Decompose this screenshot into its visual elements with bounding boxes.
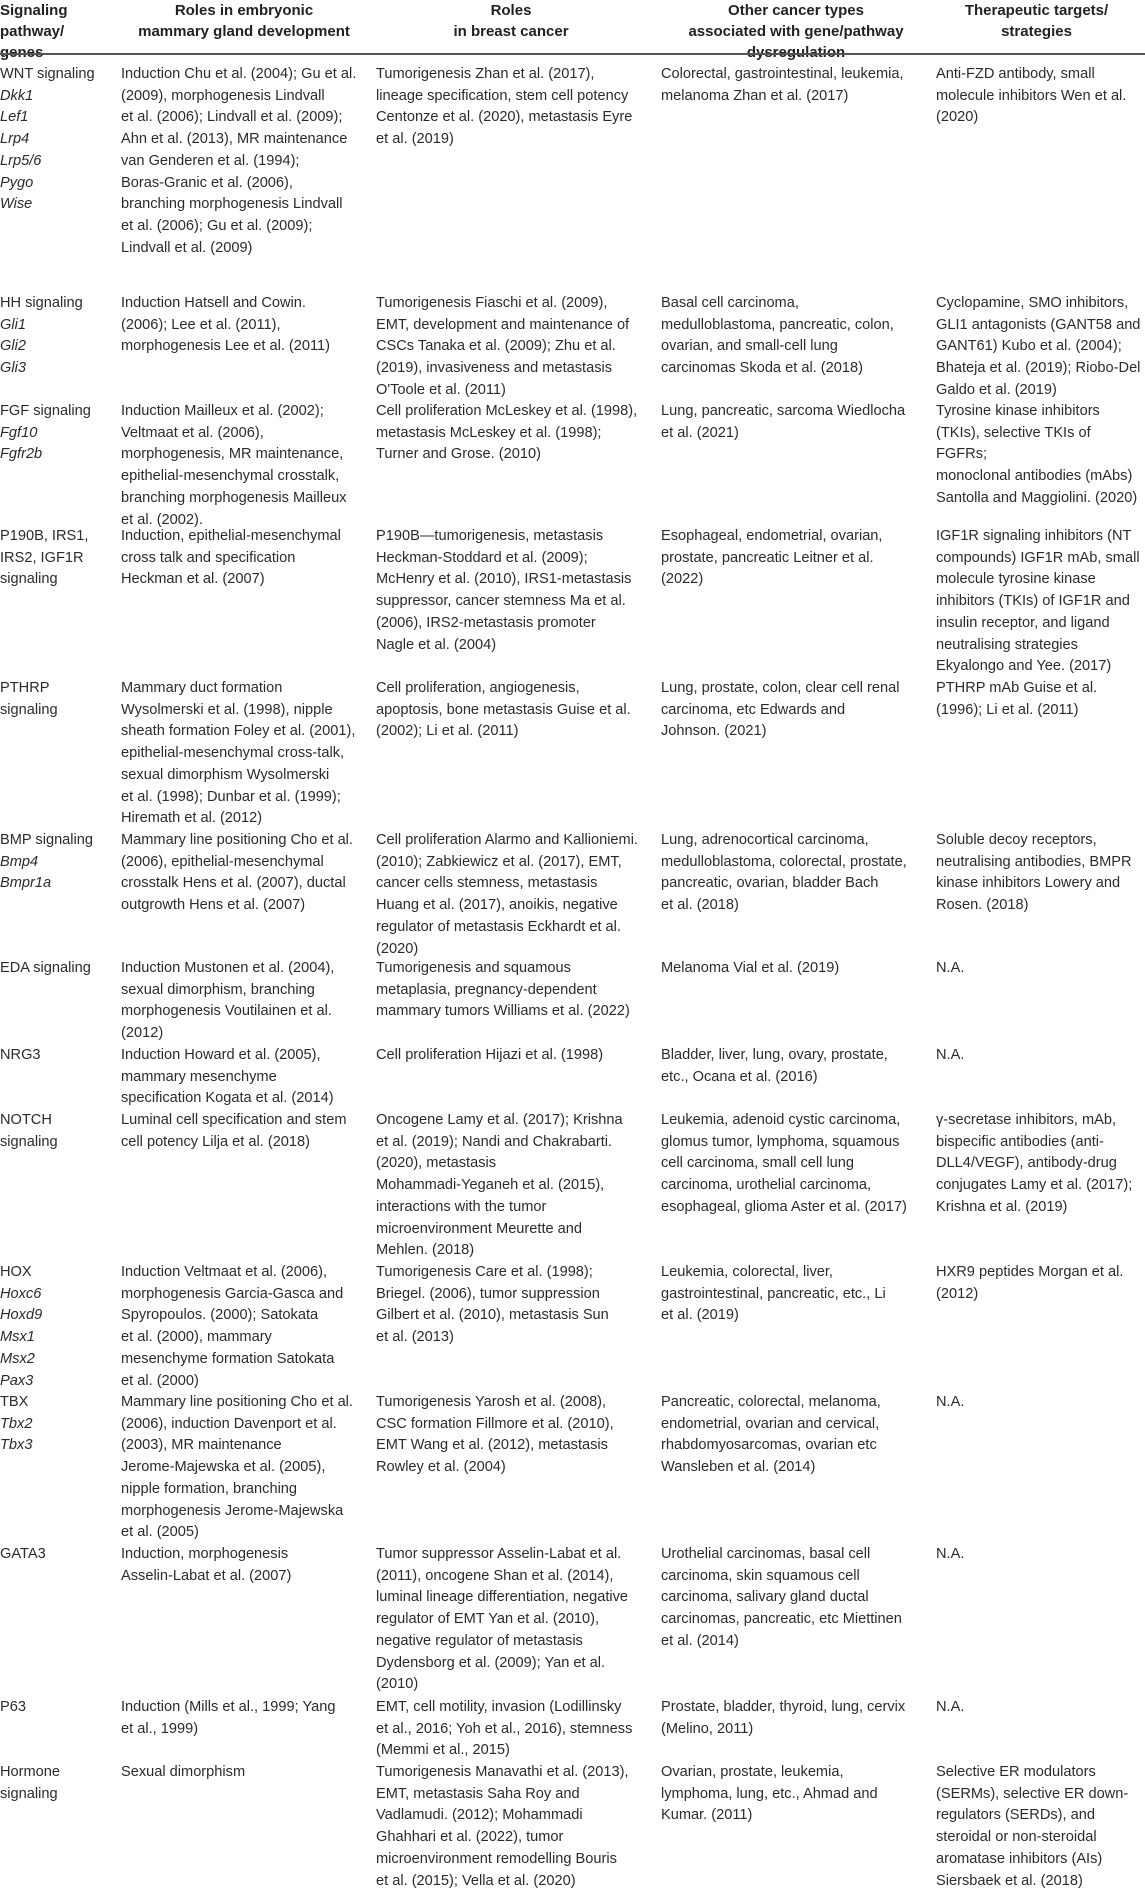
cell-other-cancers: Prostate, bladder, thyroid, lung, cervix (Melino, 2011): [661, 1699, 906, 1737]
cell-therapy: Cyclopamine, SMO inhibitors, GLI1 antagonists (GANT58 and GANT61) Kubo et al. (2004); Bhateja et al. (2019); Riobo-Del Galdo et al. (2019): [936, 295, 1141, 398]
pathway-name: TBX: [0, 1394, 29, 1410]
cell-breast-cancer: Tumorigenesis Manavathi et al. (2013), EMT, metastasis Saha Roy and Vadlamudi. (2012); Mohammadi Ghahhari et al. (2022), tumor microenvironment remodelling Bouris et al. (2015); Vella et al. (2020): [376, 1764, 629, 1889]
gene-list: Fgf10 Fgfr2b: [0, 424, 43, 463]
cell-other-cancers: Pancreatic, colorectal, melanoma, endometrial, ovarian and cervical, rhabdomyosarcomas, ovarian etc Wansleben et al. (2014): [661, 1394, 881, 1476]
pathway-name: NRG3: [0, 1047, 41, 1063]
cell-development: Induction Chu et al. (2004); Gu et al. (2009), morphogenesis Lindvall et al. (2006); Lindvall et al. (2009); Ahn et al. (2013), MR maintenance van Genderen et al. (1994); Boras-Granic et al. (2006), branching morphogenesis Lindvall et al. (2006); Gu et al. (2009); Lindvall et al. (2009): [121, 66, 357, 256]
cell-pathway: [0, 1697, 118, 1719]
cell-pathway: [0, 830, 118, 895]
cell-pathway: [0, 1762, 118, 1805]
cell-therapy: Soluble decoy receptors, neutralising antibodies, BMPR kinase inhibitors Lowery and Rosen. (2018): [936, 832, 1132, 914]
cell-therapy: N.A.: [936, 1394, 965, 1410]
cell-therapy: Tyrosine kinase inhibitors (TKIs), selective TKIs of FGFRs; monoclonal antibodies (mAbs) Santolla and Maggiolini. (2020): [936, 403, 1138, 506]
gene-list: Tbx2 Tbx3: [0, 1415, 33, 1454]
cell-development: Luminal cell specification and stem cell potency Lilja et al. (2018): [121, 1112, 347, 1150]
cell-therapy: HXR9 peptides Morgan et al. (2012): [936, 1264, 1124, 1302]
cell-breast-cancer: Oncogene Lamy et al. (2017); Krishna et al. (2019); Nandi and Chakrabarti. (2020), metastasis Mohammadi-Yeganeh et al. (2015), interactions with the tumor microenvironment Meurette and Mehlen. (2018): [376, 1112, 623, 1259]
cell-pathway: [0, 293, 118, 380]
cell-other-cancers: Urothelial carcinomas, basal cell carcinoma, skin squamous cell carcinoma, salivary gland ductal carcinomas, pancreatic, etc Miettinen et al. (2014): [661, 1546, 902, 1649]
table-header: [0, 0, 1145, 50]
cell-therapy: IGF1R signaling inhibitors (NT compounds) IGF1R mAb, small molecule tyrosine kinase inhibitors (TKIs) of IGF1R and insulin receptor, and ligand neutralising strategies Ekyalongo and Yee. (2017): [936, 528, 1140, 675]
cell-development: Induction, morphogenesis Asselin-Labat et al. (2007): [121, 1546, 292, 1584]
cell-breast-cancer: Tumorigenesis Yarosh et al. (2008), CSC formation Fillmore et al. (2010), EMT Wang et al. (2012), metastasis Rowley et al. (2004): [376, 1394, 614, 1476]
cell-development: Mammary duct formation Wysolmerski et al. (1998), nipple sheath formation Foley et al. (2001), epithelial-mesenchymal cross-talk, sexual dimorphism Wysolmerski et al. (1998); Dunbar et al. (1999); Hiremath et al. (2012): [121, 680, 356, 827]
cell-development: Induction Mustonen et al. (2004), sexual dimorphism, branching morphogenesis Voutilainen et al. (2012): [121, 960, 335, 1042]
pathway-name: GATA3: [0, 1546, 46, 1562]
cell-pathway: [0, 678, 118, 721]
cell-breast-cancer: Cell proliferation McLeskey et al. (1998), metastasis McLeskey et al. (1998); Turner and Grose. (2010): [376, 403, 638, 463]
cell-therapy: N.A.: [936, 1699, 965, 1715]
pathway-name: P63: [0, 1699, 26, 1715]
cell-pathway: [0, 64, 118, 216]
cell-breast-cancer: P190B—tumorigenesis, metastasis Heckman-Stoddard et al. (2009); McHenry et al. (2010), IRS1-metastasis suppressor, cancer stemness Ma et al. (2006), IRS2-metastasis promoter Nagle et al. (2004): [376, 528, 632, 653]
cell-other-cancers: Esophageal, endometrial, ovarian, prostate, pancreatic Leitner et al. (2022): [661, 528, 883, 588]
cell-other-cancers: Lung, adrenocortical carcinoma, medulloblastoma, colorectal, prostate, pancreatic, ovarian, bladder Bach et al. (2018): [661, 832, 907, 914]
cell-pathway: [0, 1262, 118, 1392]
pathway-name: Hormone signaling: [0, 1764, 61, 1802]
cell-development: Induction, epithelial-mesenchymal cross talk and specification Heckman et al. (2007): [121, 528, 341, 588]
header-breast-cancer: Roles in breast cancer: [453, 2, 569, 40]
pathway-name: P190B, IRS1, IRS2, IGF1R signaling: [0, 528, 89, 588]
cell-other-cancers: Colorectal, gastrointestinal, leukemia, melanoma Zhan et al. (2017): [661, 66, 904, 104]
gene-list: Hoxc6 Hoxd9 Msx1 Msx2 Pax3: [0, 1285, 43, 1389]
cell-other-cancers: Leukemia, adenoid cystic carcinoma, glomus tumor, lymphoma, squamous cell carcinoma, small cell lung carcinoma, urothelial carcinoma, esophageal, glioma Aster et al. (2017): [661, 1112, 907, 1215]
cell-other-cancers: Leukemia, colorectal, liver, gastrointestinal, pancreatic, etc., Li et al. (2019): [661, 1264, 886, 1324]
header-development: Roles in embryonic mammary gland development: [138, 2, 350, 40]
cell-development: Induction Veltmaat et al. (2006), morphogenesis Garcia-Gasca and Spyropoulos. (2000); Satokata et al. (2000), mammary mesenchyme formation Satokata et al. (2000): [121, 1264, 344, 1389]
cell-breast-cancer: Tumorigenesis Zhan et al. (2017), lineage specification, stem cell potency Centonze et al. (2020), metastasis Eyre et al. (2019): [376, 66, 633, 148]
cell-development: Induction Mailleux et al. (2002); Veltmaat et al. (2006), morphogenesis, MR maintenance, epithelial-mesenchymal crosstalk, branching morphogenesis Mailleux et al. (2002).: [121, 403, 347, 528]
pathway-name: FGF signaling: [0, 403, 91, 419]
cell-other-cancers: Lung, prostate, colon, clear cell renal carcinoma, etc Edwards and Johnson. (2021): [661, 680, 900, 740]
cell-development: Sexual dimorphism: [121, 1764, 246, 1780]
cell-development: Induction (Mills et al., 1999; Yang et al., 1999): [121, 1699, 336, 1737]
cell-pathway: [0, 1392, 118, 1457]
header-other-cancers: Other cancer types associated with gene/pathway: [688, 2, 904, 40]
gene-list: Dkk1 Lef1 Lrp4 Lrp5/6 Pygo Wise: [0, 87, 42, 213]
cell-pathway: [0, 401, 118, 466]
cell-pathway: [0, 526, 118, 591]
cell-breast-cancer: Cell proliferation, angiogenesis, apoptosis, bone metastasis Guise et al. (2002); Li et al. (2011): [376, 680, 631, 740]
cell-therapy: N.A.: [936, 1047, 965, 1063]
cell-other-cancers: Melanoma Vial et al. (2019): [661, 960, 840, 976]
cell-development: Induction Howard et al. (2005), mammary mesenchyme specification Kogata et al. (2014): [121, 1047, 334, 1107]
pathway-name: BMP signaling: [0, 832, 94, 848]
pathway-name: NOTCH signaling: [0, 1112, 58, 1150]
pathway-name: EDA signaling: [0, 960, 91, 976]
header-therapy: Therapeutic targets/ strategies: [964, 2, 1109, 40]
cell-therapy: Selective ER modulators (SERMs), selective ER down- regulators (SERDs), and steroidal or non-steroidal aromatase inhibitors (AIs) Siersbaek et al. (2018): [936, 1764, 1129, 1889]
header-divider: [0, 53, 1145, 55]
cell-breast-cancer: Cell proliferation Alarmo and Kallioniemi. (2010); Zabkiewicz et al. (2017), EMT, cancer cells stemness, metastasis Huang et al. (2017), anoikis, negative regulator of metastasis Eckhardt et al. (2020): [376, 832, 639, 957]
cell-other-cancers: Ovarian, prostate, leukemia, lymphoma, lung, etc., Ahmad and Kumar. (2011): [661, 1764, 878, 1824]
cell-development: Mammary line positioning Cho et al. (2006), epithelial-mesenchymal crosstalk Hens et al. (2007), ductal outgrowth Hens et al. (2007): [121, 832, 353, 914]
cell-therapy: PTHRP mAb Guise et al. (1996); Li et al. (2011): [936, 680, 1098, 718]
pathway-name: HOX: [0, 1264, 32, 1280]
cell-breast-cancer: Tumorigenesis and squamous metaplasia, pregnancy-dependent mammary tumors Williams et al. (2022): [376, 960, 630, 1020]
pathway-name: HH signaling: [0, 295, 83, 311]
cell-therapy: N.A.: [936, 960, 965, 976]
cell-breast-cancer: Tumorigenesis Fiaschi et al. (2009), EMT, development and maintenance of CSCs Tanaka et al. (2009); Zhu et al. (2019), invasiveness and metastasis O'Toole et al. (2011): [376, 295, 630, 398]
cell-other-cancers: Lung, pancreatic, sarcoma Wiedlocha et al. (2021): [661, 403, 906, 441]
cell-other-cancers: Basal cell carcinoma, medulloblastoma, pancreatic, colon, ovarian, and small-cell lung carcinomas Skoda et al. (2018): [661, 295, 894, 377]
cell-breast-cancer: Cell proliferation Hijazi et al. (1998): [376, 1047, 604, 1063]
pathway-name: PTHRP signaling: [0, 680, 58, 718]
cell-pathway: [0, 1544, 118, 1566]
cell-therapy: N.A.: [936, 1546, 965, 1562]
cell-pathway: [0, 1045, 118, 1067]
cell-development: Mammary line positioning Cho et al. (2006), induction Davenport et al. (2003), MR maintenance Jerome-Majewska et al. (2005), nipple formation, branching morphogenesis Jerome-Majewska et al. (2005): [121, 1394, 353, 1541]
cell-development: Induction Hatsell and Cowin. (2006); Lee et al. (2011), morphogenesis Lee et al. (2011): [121, 295, 331, 355]
pathway-name: WNT signaling: [0, 66, 95, 82]
gene-list: Bmp4 Bmpr1a: [0, 853, 52, 892]
cell-therapy: γ-secretase inhibitors, mAb, bispecific antibodies (anti- DLL4/VEGF), antibody-drug conjugates Lamy et al. (2017); Krishna et al. (2019): [936, 1112, 1133, 1215]
cell-therapy: Anti-FZD antibody, small molecule inhibitors Wen et al. (2020): [936, 66, 1127, 126]
cell-pathway: [0, 1110, 118, 1153]
gene-list: Gli1 Gli2 Gli3: [0, 316, 26, 377]
cell-pathway: [0, 958, 118, 980]
cell-breast-cancer: Tumor suppressor Asselin-Labat et al. (2011), oncogene Shan et al. (2014), luminal lineage differentiation, negative regulator of EMT Yan et al. (2010), negative regulator of metastasis Dydensborg et al. (2009); Yan et al. (2010): [376, 1546, 629, 1693]
cell-other-cancers: Bladder, liver, lung, ovary, prostate, etc., Ocana et al. (2016): [661, 1047, 888, 1085]
header-pathway: Signaling pathway/: [0, 2, 68, 40]
cell-breast-cancer: Tumorigenesis Care et al. (1998); Briegel. (2006), tumor suppression Gilbert et al. (2010), metastasis Sun et al. (2013): [376, 1264, 609, 1346]
cell-breast-cancer: EMT, cell motility, invasion (Lodillinsky et al., 2016; Yoh et al., 2016), stemness (Memmi et al., 2015): [376, 1699, 633, 1759]
